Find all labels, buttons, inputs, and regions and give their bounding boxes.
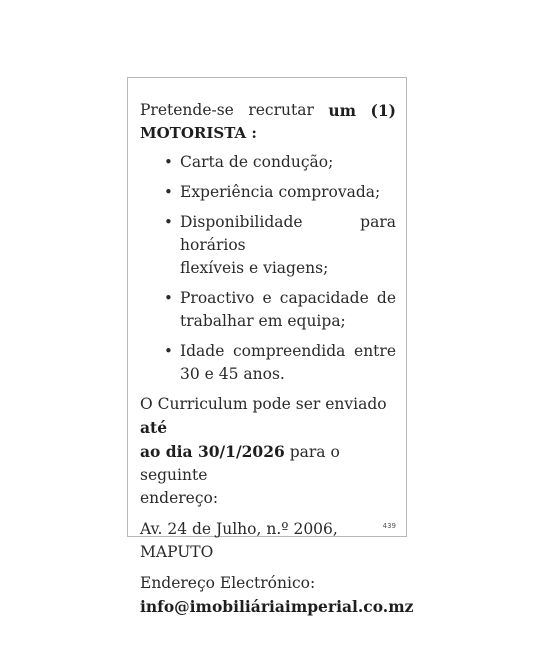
intro-word-count: (1) <box>370 101 396 120</box>
bullet-icon: • <box>164 153 173 171</box>
requirement-item <box>140 151 396 174</box>
position-title: MOTORISTA : <box>140 124 257 142</box>
cv-deadline-date: ao dia 30/1/2026 <box>140 442 285 461</box>
intro-word-um: um <box>328 101 357 120</box>
cv-text: endereço: <box>140 489 219 507</box>
bullet-icon: • <box>164 289 173 307</box>
cv-text: para o seguinte <box>140 443 340 484</box>
requirements-list <box>140 151 396 386</box>
intro-word-pretende: Pretende-se <box>140 101 234 119</box>
cv-text: O Curriculum pode ser enviado <box>140 395 387 413</box>
reference-number: 439 <box>382 522 396 530</box>
requirement-text: Experiência comprovada; <box>180 183 381 201</box>
requirement-item <box>140 211 396 280</box>
bullet-icon: • <box>164 213 173 231</box>
postal-address: Av. 24 de Julho, n.º 2006, MAPUTO <box>140 520 338 561</box>
requirement-text-line: trabalhar em equipa; <box>180 312 346 330</box>
requirement-text-line: Disponibilidade para horários <box>180 213 396 254</box>
requirement-item <box>140 181 396 204</box>
intro-word-recrutar: recrutar <box>248 101 314 119</box>
email-address[interactable]: info@imobiliáriaimperial.co.mz <box>140 597 414 616</box>
bullet-icon: • <box>164 183 173 201</box>
requirement-item <box>140 287 396 333</box>
cv-deadline-prefix: até <box>140 418 168 437</box>
requirement-text-line: Proactivo e capacidade de <box>180 289 396 307</box>
requirement-text-line: 30 e 45 anos. <box>180 365 285 383</box>
requirement-item <box>140 340 396 386</box>
requirement-text-line: Idade compreendida entre <box>180 342 396 360</box>
job-advertisement <box>127 77 414 616</box>
requirement-text-line: flexíveis e viagens; <box>180 259 329 277</box>
cv-instructions <box>140 393 396 510</box>
email-label: Endereço Electrónico: <box>140 574 316 592</box>
intro-line <box>140 99 396 122</box>
bullet-icon: • <box>164 342 173 360</box>
requirement-text: Carta de condução; <box>180 153 334 171</box>
